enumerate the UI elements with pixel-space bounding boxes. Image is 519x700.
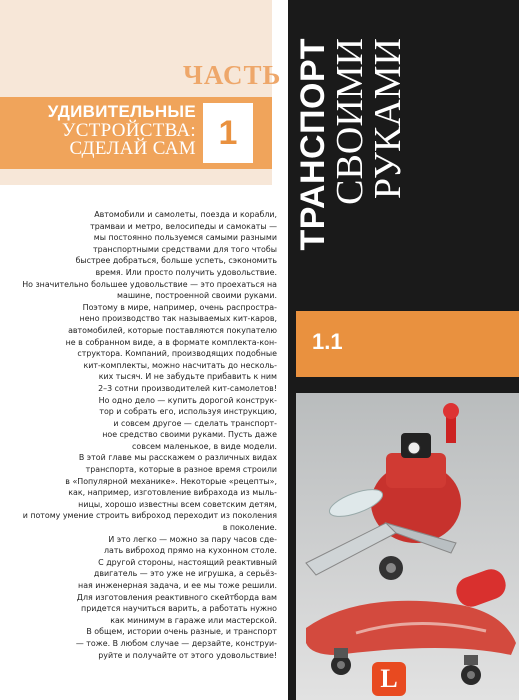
body-line: не в собранном виде, а в формате комплекта-кон- [65, 337, 277, 347]
chapter-title [294, 38, 409, 300]
chapter-title-line2: СВОИМИ РУКАМИ [329, 38, 409, 205]
body-line: Для изготовления реактивного скейтборда вам [76, 592, 277, 602]
body-line: быстрее добраться, больше успеть, сэкономить [75, 256, 277, 266]
body-line: трамваи и метро, велосипеды и самокаты — [90, 221, 277, 231]
body-line: И это легко — можно за пару часов сде- [108, 534, 277, 544]
subtitle-line: УСТРОЙСТВА: [61, 119, 196, 141]
body-line: транспорта, которые в разное время строили [85, 465, 277, 475]
body-line: Но значительно большее удовольствие — это проехаться на машине, построенной своими руками. [22, 279, 277, 301]
part-number: 1 [203, 103, 253, 163]
body-line: транспортными средствами для того чтобы [92, 244, 277, 254]
body-line: ная инженерная задача, и ее мы тоже решили. [78, 581, 277, 590]
subtitle-line: СДЕЛАЙ САМ [69, 138, 196, 159]
body-line: придется научиться варить, а работать нужно [81, 604, 277, 614]
body-line: кит-комплекты, можно насчитать до несколь- [83, 360, 277, 370]
body-line: В этой главе мы расскажем о различных видах [78, 453, 277, 463]
body-line: время. Или просто получить удовольствие. [95, 267, 277, 277]
body-line: Поэтому в мире, например, очень распростра- [82, 302, 277, 312]
publisher-logo: L [372, 662, 406, 696]
body-line: руйте и получайте от этого удовольствие! [98, 650, 277, 660]
body-line: Автомобили и самолеты, поезда и корабли, [94, 210, 277, 219]
body-line: и совсем другое — сделать транспорт- [113, 418, 277, 428]
body-line: ницы, хорошо известны всем советским детям, [78, 499, 277, 509]
body-line: 2–3 сотни производителей кит-самолетов! [98, 383, 277, 393]
body-line: ких тысяч. И не забудьте прибавить к ним [98, 372, 277, 382]
body-line: как, например, изготовление вибрахода из мыль- [68, 488, 277, 498]
part-subtitle [16, 103, 196, 159]
section-number: 1.1 [312, 329, 343, 354]
body-line: структора. Компаний, производящих подобные [77, 349, 277, 359]
body-line: — тоже. В любом случае — дерзайте, конструи- [75, 638, 277, 648]
body-line: и потому умение строить виброход переходит из поколения в поколение. [22, 511, 277, 533]
body-line: как минимум в гараже или мастерской. [110, 615, 277, 625]
body-line: нено производство так называемых кит-каров, [79, 314, 277, 324]
body-line: автомобилей, которые поставляются покупателю [68, 325, 277, 335]
body-line: В общем, истории очень разные, и транспорт [86, 627, 277, 637]
body-line: С другой стороны, настоящий реактивный [98, 557, 277, 567]
body-line: двигатель — это уже не игрушка, а серьёз- [93, 569, 277, 579]
body-line: лать виброход прямо на кухонном столе. [104, 546, 277, 556]
body-line: тор и собрать его, используя инструкцию, [99, 407, 277, 417]
body-line: мы постоянно пользуемся самыми разными [93, 233, 277, 243]
subtitle-line: УДИВИТЕЛЬНЫЕ [47, 102, 196, 121]
body-text [22, 209, 277, 661]
body-line: совсем маленькое, в виде модели. [132, 441, 277, 451]
part-label: ЧАСТЬ [183, 60, 282, 90]
body-line: в «Популярной механике». Некоторые «рецепты», [65, 476, 277, 486]
chapter-title-line1: ТРАНСПОРТ [294, 38, 332, 251]
body-line: Но одно дело — купить дорогой конструк- [98, 395, 277, 405]
body-line: ное средство своими руками. Пусть даже [102, 430, 277, 440]
jet-skateboard-photo [296, 393, 519, 700]
